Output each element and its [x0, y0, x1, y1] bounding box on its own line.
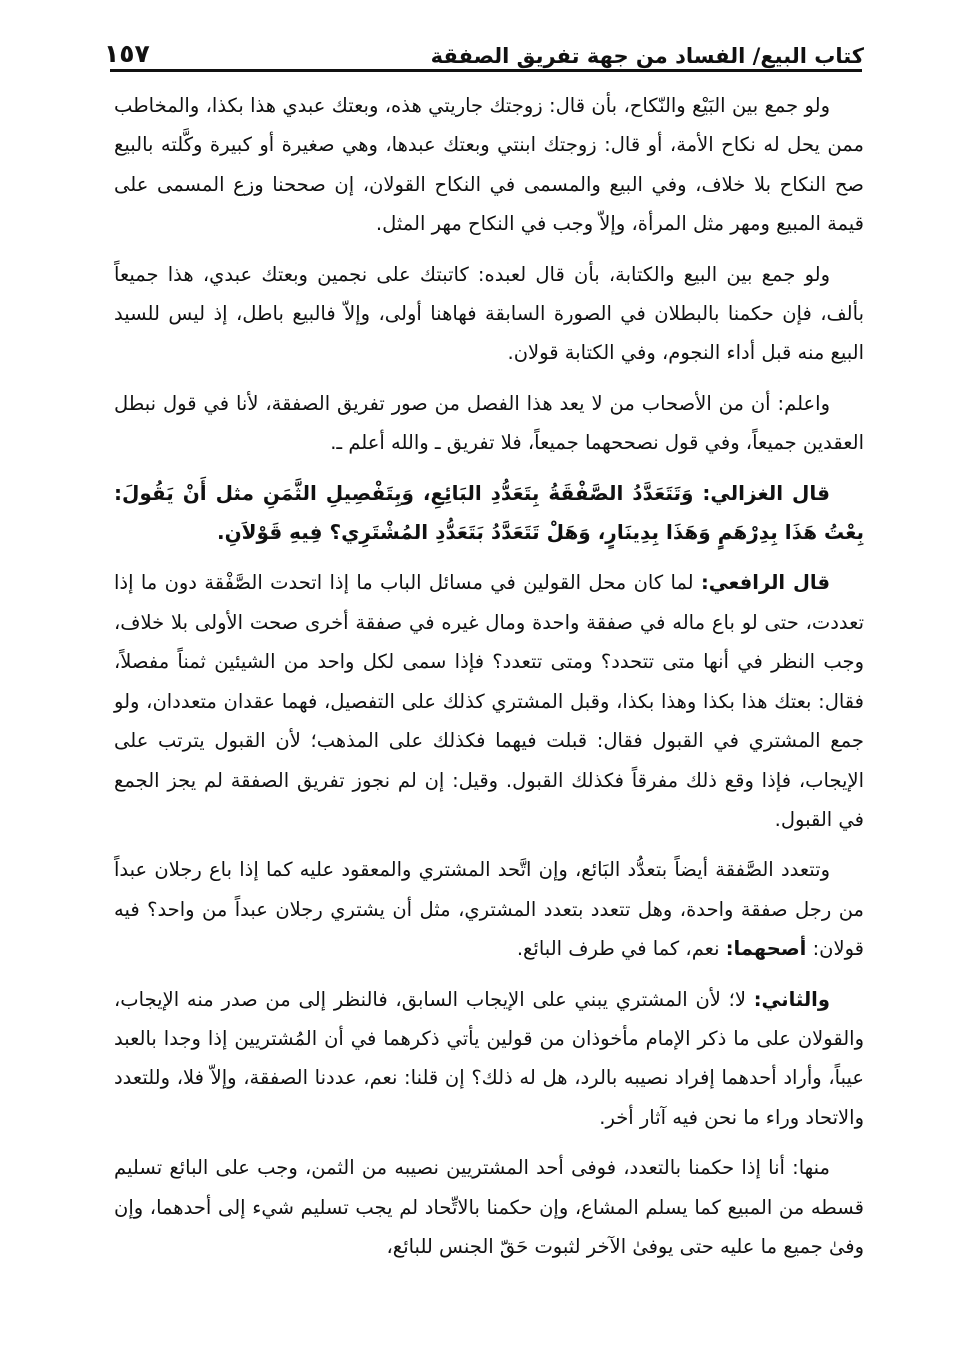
page-number: ١٥٧: [104, 39, 150, 68]
paragraph-nikah: [114, 86, 864, 244]
paragraph-text: وتتعدد الصَّفقة أيضاً بتعدُّد البَائع، وإن اتَّحد المشتري والمعقود عليه كما إذا باع رجلان عبداً من رجل صفقة واحدة، وهل تتعدد بتعدد المشتري، مثل أن يشتري رجلان عبداً من واحد؟ فيه قولان:: [114, 858, 864, 961]
emphasis-label: والثاني:: [753, 987, 830, 1011]
page-body: [114, 86, 864, 1277]
paragraph-effects: [114, 1148, 864, 1266]
paragraph-second-opinion: [114, 980, 864, 1138]
paragraph-text: ولو جمع بين البَيْع والنّكاح، بأن قال: زوجتك جاريتي هذه، وبعتك عبدي هذا بكذا، والمخاطب ممن يحل له نكاح الأمة، أو قال: زوجتك ابنتي وبعتك عبدها، وهي صغيرة أو كبيرة وكَّلته بالبيع صح النكاح بلا خلاف، وفي البيع والمسمى في النكاح القولان، إن صححنا وزع المسمى على قيمة المبيع ومهر مثل المرأة، وإلاّ وجب في النكاح مهر المثل.: [114, 94, 864, 236]
paragraph-text: منها: أنا إذا حكمنا بالتعدد، فوفى أحد المشتريين نصيبه من الثمن، وجب على البائع تسليم قسطه من المبيع كما يسلم المشاع، وإن حكمنا بالاتِّحاد لم يجب تسليم شيء إلى أحدهما، وإن وفىٰ جميع ما عليه حتى يوفىٰ الآخر لثبوت حَقّ الجنس للبائع،: [114, 1156, 864, 1258]
paragraph-text: لما كان محل القولين في مسائل الباب ما إذا اتحدت الصَّفْقة دون ما إذا تعددت، حتى لو باع ماله في صفقة واحدة ومال غيره في صفقة أخرى صحت الأولى بلا خلاف، وجب النظر في أنها متى تتحدد؟ ومتى تتعدد؟ فإذا سمى لكل واحد من الشيئين ثمناً مفصلاً، فقال: بعتك هذا بكذا وهذا بكذا، وقبل المشتري كذلك على التفصيل، فهما عقدان متعددان، ولو جمع المشتري في القبول فقال: قبلت فيهما فكذلك على المذهب؛ لأن القبول يترتب على الإيجاب، فإذا وقع ذلك مفرقاً فكذلك القبول. وقيل: إن لم نجوز تفريق الصفقة لم يجز الجمع في القبول.: [114, 571, 864, 831]
paragraph-tail: نعم، كما في طرف البائع.: [516, 937, 720, 961]
paragraph-ghazali-matn: [114, 474, 864, 553]
speaker-label: قال الغزالي:: [702, 480, 830, 505]
speaker-label: قال الرافعي:: [700, 571, 831, 595]
paragraph-rafii-commentary: [114, 563, 864, 839]
paragraph-text: ولو جمع بين البيع والكتابة، بأن قال لعبده: كاتبتك على نجمين وبعتك عبدي، هذا جميعاً بألف، فإن حكمنا بالبطلان في الصورة السابقة فهاهنا أولى، وإلاّ فالبيع باطل، إذ ليس للسيد البيع منه قبل أداء النجوم، وفي الكتابة قولان.: [114, 262, 864, 365]
emphasis-label: أصحهما:: [725, 937, 807, 961]
paragraph-text: واعلم: أن من الأصحاب من لا يعد هذا الفصل من صور تفريق الصفقة، لأنا في قول نبطل العقدين جميعاً، وفي قول نصححهما جميعاً، فلا تفريق ـ والله أعلم ـ.: [114, 391, 864, 455]
header-rule: [110, 69, 862, 72]
paragraph-kitaba: [114, 255, 864, 373]
paragraph-text: وَتَتَعَدَّدُ الصَّفْقَةُ بِتَعَدُّدِ البَائِعِ، وَبِتَفْصِيلِ الثَّمَنِ مثل أَنْ يَقُولَ: بِعْتُ هَذَا بِدِرْهَمٍ وَهَذَا بِدِينَارٍ، وَهَلْ تَتَعَدَّدُ بَتَعَدُّدِ المُشْتَرِي؟ فِيهِ قَوْلاَنِ.: [114, 480, 864, 545]
paragraph-note: [114, 384, 864, 463]
paragraph-text: لا؛ لأن المشتري يبني على الإيجاب السابق، فالنظر إلى من صدر منه الإيجاب، والقولان على ما ذكر الإمام مأخوذان من قولين يأتي ذكرهما في أن المُشتريين إذا وجدا بالعبد عيباً، وأراد أحدهما إفراد نصيبه بالرد، هل له ذلك؟ إن قلنا: نعم، عددنا الصفقة، وإلاّ فلا، وللتعدد والاتحاد وراء ما نحن فيه آثار أخر.: [114, 987, 864, 1129]
running-header: [104, 24, 864, 72]
header-title: كتاب البيع/ الفساد من جهة تفريق الصفقة: [430, 44, 864, 68]
paragraph-multiple-sellers: [114, 850, 864, 968]
